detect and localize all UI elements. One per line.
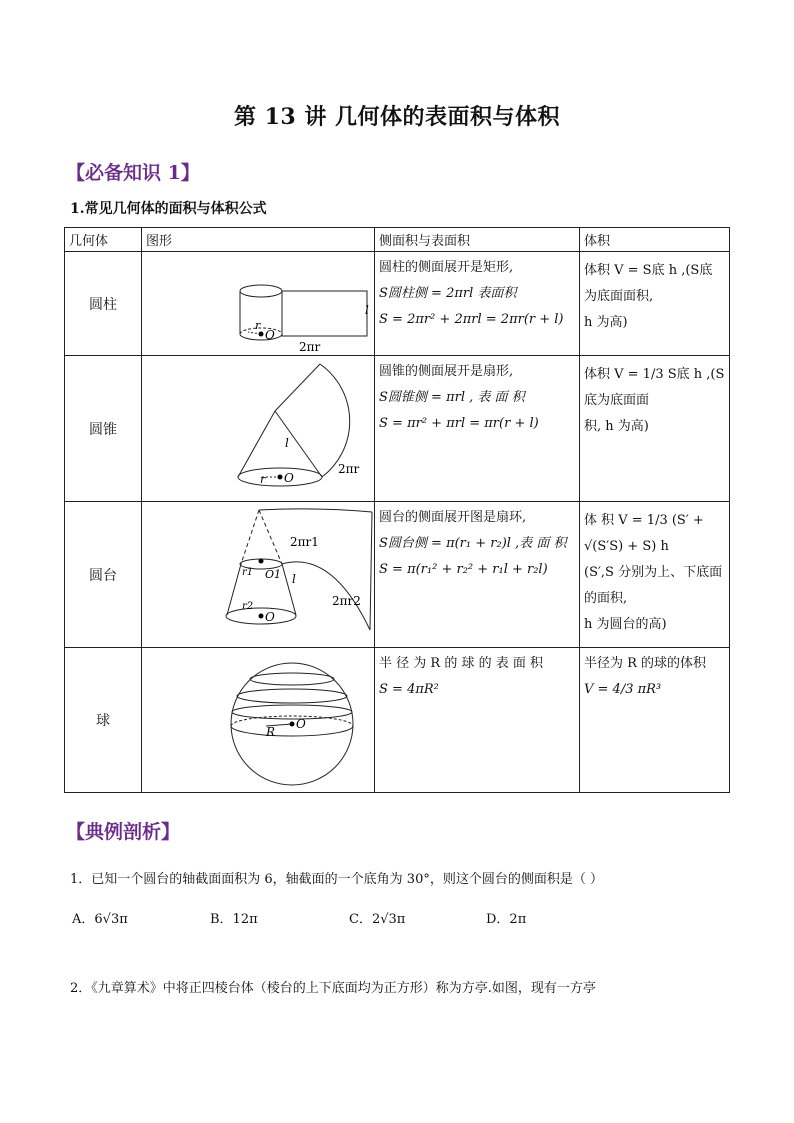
header-area: 侧面积与表面积 [375,228,580,252]
area-formula: S圆柱侧 = 2πrl 表面积 [379,286,517,301]
table-row-cone [65,356,730,502]
cylinder-figure [142,252,375,356]
fig-label-r: r [260,473,266,486]
fig-label-arc1: 2πr1 [290,535,319,549]
fig-label-r2: r2 [242,601,254,612]
volume-formula: 体积 V = 1/3 S底 h ,(S底为底面面 [584,367,725,408]
volume-note-2: h 为圆台的高) [584,617,667,632]
cone-area-cell [375,356,580,502]
fig-label-arc: 2πr [338,462,360,476]
volume-formula: 体 积 V = 1/3 (S′ + √(S′S) + S) h [584,513,704,554]
section-heading-examples: 【典例剖析】 [66,821,181,843]
volume-note: h 为高) [584,315,628,330]
cone-figure [142,356,375,502]
formula-table [64,227,730,793]
fig-label-arc2: 2πr2 [332,594,361,608]
area-text: 圆台的侧面展开图是扇环, [379,510,527,525]
option-a: A．6√3π [72,912,128,927]
volume-note: (S′,S 分别为上、下底面的面积, [584,565,723,606]
fig-label-o: O [296,717,306,731]
fig-label-r: r [255,319,261,332]
option-b: B．12π [210,912,258,927]
fig-label-l: l [285,436,289,450]
table-row-cylinder [65,252,730,356]
fig-label-o: O [284,471,294,485]
fig-label-l: l [292,572,296,586]
question-2: 2．《九章算术》中将正四棱台体（棱台的上下底面均为正方形）称为方亭.如图，现有一方亭 [70,981,596,996]
page-title: 第 13 讲 几何体的表面积与体积 [233,104,561,130]
fig-label-o: O [265,328,275,342]
row-name: 圆锥 [65,356,142,502]
section-heading-knowledge: 【必备知识 1】 [66,162,200,184]
area-total-formula: S = π(r₁² + r₂² + r₁l + r₂l) [379,562,548,577]
option-c: C．2√3π [349,912,406,927]
frustum-area-cell [375,502,580,648]
row-name: 圆台 [65,502,142,648]
area-total-formula: S = 2πr² + 2πrl = 2πr(r + l) [379,312,564,327]
option-d: D．2π [486,912,527,927]
table-row-frustum [65,502,730,648]
cone-volume-cell [580,356,730,502]
volume-formula: 体积 V = S底 h ,(S底为底面面积, [584,263,713,304]
cylinder-area-cell [375,252,580,356]
area-text: 半 径 为 R 的 球 的 表 面 积 [379,656,543,671]
question-1: 1．已知一个圆台的轴截面面积为 6，轴截面的一个底角为 30°，则这个圆台的侧面积是（ ） [70,872,603,887]
header-figure: 图形 [142,228,375,252]
fig-label-r1: r1 [242,567,254,578]
frustum-figure [142,502,375,648]
area-formula: S圆台侧 = π(r₁ + r₂)l ,表 面 积 [379,536,567,551]
fig-label-arc: 2πr [299,340,321,354]
volume-formula: V = 4/3 πR³ [584,682,662,697]
area-formula: S = 4πR² [379,682,439,697]
header-volume: 体积 [580,228,730,252]
area-text: 圆柱的侧面展开是矩形, [379,260,514,275]
table-header-row [65,228,730,252]
row-name: 圆柱 [65,252,142,356]
subsection-title: 1.常见几何体的面积与体积公式 [70,201,267,217]
volume-note: 积, h 为高) [584,419,649,434]
fig-label-o1: O1 [265,568,282,581]
sphere-area-cell [375,648,580,793]
area-text: 圆锥的侧面展开是扇形, [379,364,514,379]
sphere-volume-cell [580,648,730,793]
row-name: 球 [65,648,142,793]
volume-text: 半径为 R 的球的体积 [584,656,707,671]
area-formula: S圆锥侧 = πrl , 表 面 积 [379,390,525,405]
table-row-sphere [65,648,730,793]
fig-label-r: R [266,725,276,739]
frustum-volume-cell [580,502,730,648]
header-solid: 几何体 [65,228,142,252]
cylinder-volume-cell [580,252,730,356]
area-total-formula: S = πr² + πrl = πr(r + l) [379,416,539,431]
sphere-figure [142,648,375,793]
fig-label-o: O [265,610,275,624]
fig-label-l: l [365,303,369,317]
